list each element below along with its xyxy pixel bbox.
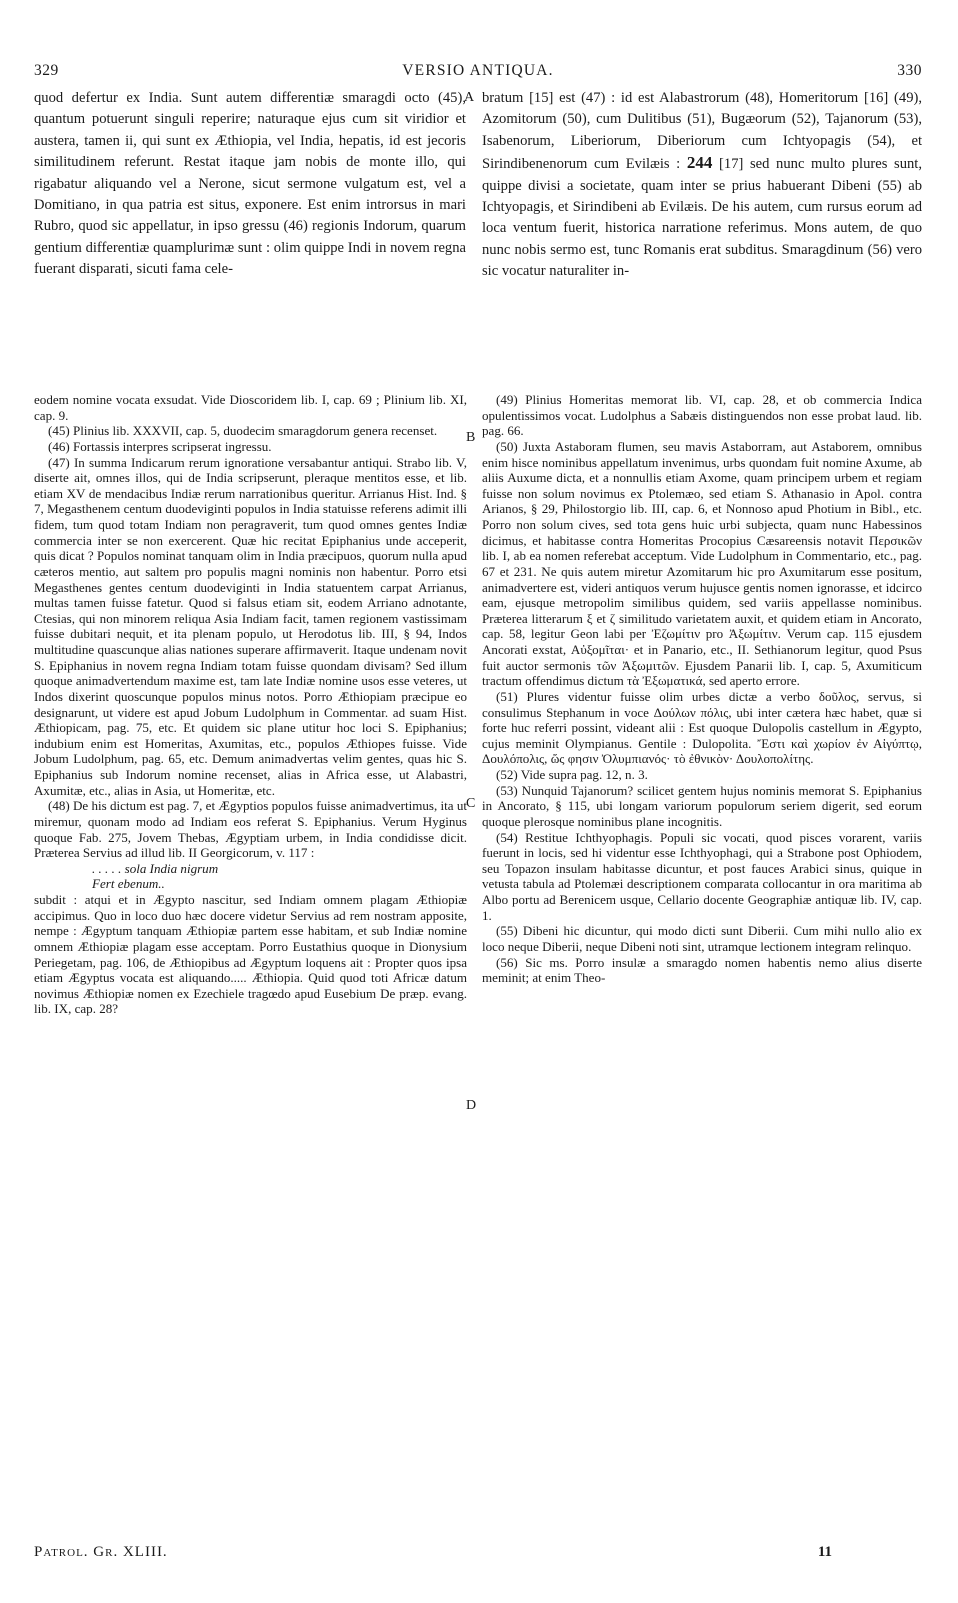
running-title: VERSIO ANTIQUA.	[402, 62, 554, 79]
main-text-right	[482, 88, 922, 283]
footnote-45: (45) Plinius lib. XXXVII, cap. 5, duodecim smaragdorum genera recenset.	[48, 423, 438, 439]
margin-letter-b: B	[466, 430, 476, 445]
footnote-50: (50) Juxta Astaboram flumen, seu mavis Astaborram, aut Astaborem, omnibus enim hisce nominibus appellatum invenimus, urbs quondam fuit nomine Axume, ab aliis Auxume dicta, et a nonnullis etiam Axome, quam principem urbem et regiam fuisse non solum novimus ex Ptolemæo, sed etiam S. Athanasio in Apol. contra Arianos, § 29, Philostorgio lib. III, cap. 6, et Nonnoso apud Photium in Bibl., etc. Porro non solum cives, sed tota gens huic urbi subjecta, quam nunc Habessinos dicimus, et habitasse contra Homeritas Procopius Cæsareensis notavit Περσικῶν lib. I, ab ea nomen referebat acceptum. Vide Ludolphum in Commentario, etc., pag. 67 et 231. Ne quis autem miretur Azomitarum hic pro Axumitarum esse positum, animadvertere est, videri antiquos verum hujusce gentis nomen ignorasse, et idcirco eam, ejusque metropolim similibus quidem, sed variis appellasse nominibus. Præterea litterarum ξ et ζ similitudo varietatem auxit, et quidem etiam in Ancorato, cap. 58, legitur Geon labi per Ἐζωμίτιν pro Ἀξωμίτιν. Verum cap. 115 ejusdem Ancorati exstat, Αὐξομῖται· et in Panario, etc., II. Sethianorum legitur, quod Psus fuit auctor sermonis τῶν Ἀξωμιτῶν. Ejusdem Panarii lib. I, cap. 5, Axumiticum tractum offendimus dictum τὰ Ἐξωματικά, sed aperto errore.	[482, 438, 922, 689]
page-number-left: 329	[34, 62, 59, 79]
margin-letter-a: A	[464, 90, 475, 105]
page-number-right: 330	[897, 62, 922, 79]
footnote-49: (49) Plinius Homeritas memorat lib. VI, cap. 28, et ob commercia Indica opulentissimos vocat. Ludolphus a Sabæis distinguendos non esse probat laud. lib. pag. 66.	[482, 392, 922, 439]
margin-letter-d: D	[466, 1098, 477, 1113]
verse-quote-line-1: . . . . . sola India nigrum	[92, 860, 219, 876]
main-text-right-part-a: bratum [15] est (47) : id est Alabastrorum (48), Homeritorum [16] (49), Azomitorum (50), cum Dulitibus (51), Bugæorum (52), Tajanorum (53), Isabenorum, Liberiorum, Diberiorum cum Ichtyopagis (54), et Sirindibenenorum cum Evilæis :	[482, 90, 922, 173]
main-text-left-column	[34, 88, 466, 281]
footnotes-left-column	[34, 392, 467, 1017]
footnote-56: (56) Sic ms. Porro insulæ a smaragdo nomen habentis nemo alius diserte meminit; at enim Theo-	[482, 954, 922, 986]
footnote-48: (48) De his dictum est pag. 7, et Ægyptios populos fuisse animadvertimus, ita ut miremur, quonam modo ad Indiam eos referat S. Epiphanius. Verum Hyginus quoque Fab. 275, Jovem Thebas, Ægyptiam urbem, in India condidisse dicit. Præterea Servius ad illud lib. II Georgicorum, v. 117 :	[34, 798, 467, 861]
footnote-47: (47) In summa Indicarum rerum ignoratione versabantur antiqui. Strabo lib. V, diserte ait, omnes illos, qui de India scripserunt, pleraque mentitos esse, et lib. etiam XV de mendacibus Indiæ rerum narrationibus queritur. Arrianus Hist. Ind. § 7, Megasthenem centum duodeviginti populos in India statuisse referens adimit illi fidem, tum quod totam Indiam non peragraverit, tum quod omnes gentes Indiæ commercia inter se non exercerent. Quæ hic recitat Epiphanius unde acceperit, quis dicat ? Populos nominat tanquam olim in India præcipuos, quorum nulla apud cæteros mentio, aut saltem pro populis magni nominis non habentur. Porro etsi Megasthenes gentes centum duodeviginti in India statuentem carpat Arrianus, multas tamen fuisse fatetur. Quod si falsus etiam sit, eodem Arriano adnotante, Ctesias, qui non minorem reliqua Asia Indiam facit, tamen regionem vastissimam fuisse dubitari nequit, et ita plenam populo, ut Herodotus lib. III, § 94, Indos multitudine quascunque alias nationes superare affirmaverit. Itaque undenam novit S. Epiphanius in novem regna Indiam totam fuisse quondam divisam? Sed illum quoque animadvertendum maxime est, tam late Indiæ nomine usos esse veteres, ut Indos dixerint quoscunque populos minus notos. Porro Æthiopiam præcipue eo designarunt, ut videre est apud Jobum Ludolphum in Commentar. ad suam Hist. Æthiopicam, pag. 75, etc. Et quidem sic plane utitur hoc loci S. Epiphanius; indubium enim est Homeritas, Axumitas, etc., populos Æthiopes fuisse. Vide Jobum Ludolphum, pag. 65, etc. Demum animadvertas velim gentes, quas hic S. Epiphanius sub Indorum nomine recenset, alias in Africa esse, ut Alabastri, Axumitæ, etc., alias in Asia, ut Homeritæ, etc.	[34, 454, 467, 798]
footnote-53: (53) Nunquid Tajanorum? scilicet gentem hujus nominis memorat S. Epiphanius in Ancorato, § 115, ubi longam variorum populorum seriem digerit, sed eorum quoque plerosque nominibus plane incognitis.	[482, 782, 922, 829]
main-text-right-column	[482, 88, 922, 283]
footnote-continuation: eodem nomine vocata exsudat. Vide Dioscoridem lib. I, cap. 69 ; Plinium lib. XI, cap. 9.	[34, 392, 467, 423]
footnote-55: (55) Dibeni hic dicuntur, qui modo dicti sunt Diberii. Cum mihi nullo alio ex loco neque Diberii, neque Dibeni noti sint, utramque lectionem integram relinquo.	[482, 923, 922, 954]
column-marker-244: 244	[686, 153, 713, 173]
main-text-right-part-b: [17] sed nunc multo plures sunt, quippe divisi a societate, quam inter se prius habuerant Dibeni (55) ab Ichtyopagis, et Sirindibeni ab Evilæis. De his autem, cum rursus eorum ad loca ventum fuerit, historica narratione referimus. Mons autem, de quo nunc nobis sermo est, tunc Romanis erat subditus. Smaragdinum (56) vero sic vocatur naturaliter in-	[482, 156, 923, 280]
footnote-48-continued: subdit : atqui et in Ægypto nascitur, sed Indiam omnem plagam Æthiopiæ accipimus. Quo in loco duo hæc docere videtur Servius ad rem nostram apposite, nempe : Ægyptum tanquam Æthiopiæ partem esse habitam, et sub Indiæ nomine omnem Æthiopiæ plagam esse acceptam. Porro Eustathius quoque in Dionysium Periegetam, pag. 106, de Æthiopibus ad Ægyptum loquens ait : Propter quos ipsa etiam Ægyptus vocata est aliquando..... Æthiopia. Quid quod toti Africæ datum novimus Æthiopiæ nomen ex Ezechiele tragœdo apud Eusebium De præp. evang. lib. IX, cap. 28?	[34, 892, 467, 1017]
footnote-46: (46) Fortassis interpres scripserat ingressu.	[48, 438, 272, 454]
footnote-51: (51) Plures videntur fuisse olim urbes dictæ a verbo δοῦλος, servus, si consulimus Stephanum in voce Δούλων πόλις, ubi inter cætera hæc habet, quæ si forte huc referri possint, videant alii : Est quoque Dulopolis castellum in Ægypto, cujus meminit Olympianus. Gentile : Dulopolita. Ἔστι καὶ χωρίον ἐν Αἰγύπτῳ, Δουλόπολις, ὥς φησιν Ὀλυμπιανός· τὸ ἐθνικὸν· Δουλοπολίτης.	[482, 688, 922, 767]
footnote-54: (54) Restitue Ichthyophagis. Populi sic vocati, quod pisces vorarent, variis fuerunt in locis, sed hi videntur esse Ichthyophagi, qui a Strabone post Ophiodem, seu Topazon insulam habitasse dicuntur, et post fauces Arabici sinus, quique in vetusta tabula ad Ptolemæi descriptionem comparata collocantur in ora maritima ab Albo portu ad Berenicem usque, Cellario docente Geographiæ antiquæ lib. IV, cap. 1.	[482, 829, 922, 923]
footnotes-right-column	[482, 392, 922, 986]
margin-letter-c: C	[466, 796, 476, 811]
footnote-52: (52) Vide supra pag. 12, n. 3.	[496, 767, 648, 782]
gathering-number: 11	[817, 1544, 832, 1560]
verse-quote-line-2: Fert ebenum..	[92, 876, 165, 892]
page-footer	[34, 1544, 922, 1566]
signature-mark: Patrol. Gr. XLIII.	[34, 1544, 168, 1560]
running-header	[34, 62, 922, 84]
main-text-left: quod defertur ex India. Sunt autem differentiæ smaragdi octo (45), quantum potuerunt singuli reperire; naturaque ejus cum sit viridior et austera, tamen ii, qui sunt ex Æthiopia, vel India, hepatis, id est jecoris similitudinem referunt. Restat itaque jam nobis de monte illo, qui rigabatur aliquando vel a Nerone, sicut sermone vulgatum est, vel a Domitiano, in qua patria est situs, exponere. Est enim introrsus in mari Rubro, quod sic appellatur, in ipso gressu (46) regionis Indorum, quarum gentium differentiæ quamplurimæ sunt : olim quippe Indi in novem regna fuerant disparati, sicuti fama cele-	[34, 90, 466, 278]
